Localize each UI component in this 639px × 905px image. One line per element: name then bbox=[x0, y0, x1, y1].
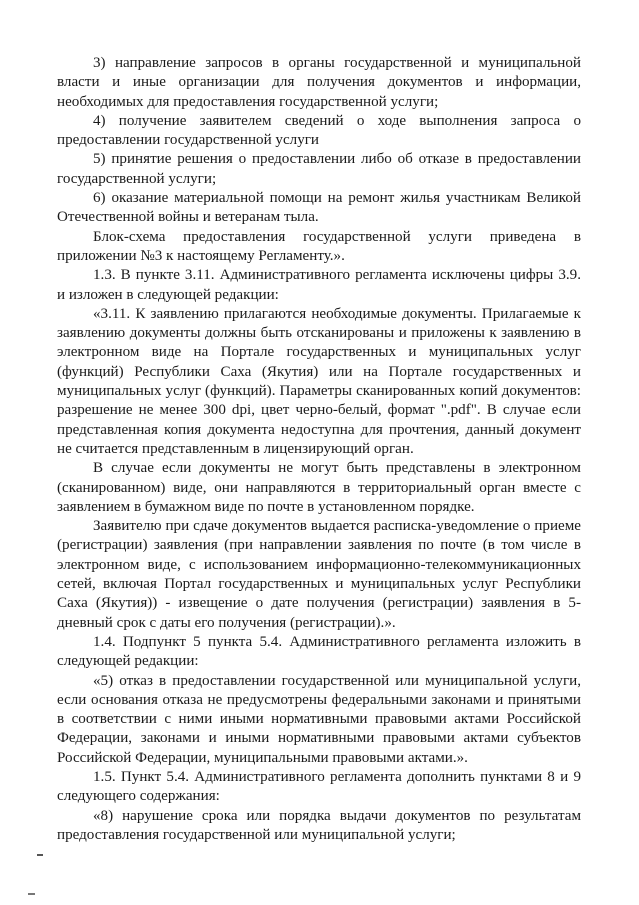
scan-artifact bbox=[37, 854, 43, 856]
paragraph: 1.5. Пункт 5.4. Административного регламента дополнить пунктами 8 и 9 следующего содержания: bbox=[57, 768, 581, 805]
paragraph: «5) отказ в предоставлении государственной или муниципальной услуги, если основания отказа не предусмотрены федеральными законами и принятыми в соответствии с ними иными нормативными правовыми актами Российской Федерации, законами и иными нормативными правовыми актами субъектов Российской Федерации, муниципальными правовыми актами.». bbox=[57, 672, 581, 766]
paragraph: Заявителю при сдаче документов выдается расписка-уведомление о приеме (регистрации) заявления (при направлении заявления по почте (в том числе в электронном виде, с использованием информационно-телекоммуникационных сетей, включая Портал государственных и муниципальных услуг Республики Саха (Якутия)) - извещение о дате получения (регистрации) заявления в 5-дневный срок с даты его получения (регистрации).». bbox=[57, 518, 581, 631]
paragraph: 1.4. Подпункт 5 пункта 5.4. Административного регламента изложить в следующей редакции: bbox=[57, 633, 581, 670]
paragraph: 4) получение заявителем сведений о ходе выполнения запроса о предоставлении государственной услуги bbox=[57, 112, 581, 149]
paragraph: 5) принятие решения о предоставлении либо об отказе в предоставлении государственной услуги; bbox=[57, 151, 581, 187]
paragraph: В случае если документы не могут быть представлены в электронном (сканированном) виде, они направляются в территориальный орган вместе с заявлением в бумажном виде по почте в установленном порядке. bbox=[57, 460, 581, 515]
paragraph: 6) оказание материальной помощи на ремонт жилья участникам Великой Отечественной войны и ветеранам тыла. bbox=[57, 190, 581, 226]
paragraph: 3) направление запросов в органы государственной и муниципальной власти и иные организации для получения документов и информации, необходимых для предоставления государственной услуги; bbox=[57, 55, 581, 110]
paragraph: «3.11. К заявлению прилагаются необходимые документы. Прилагаемые к заявлению документы должны быть отсканированы и приложены к заявлению в электронном виде на Портале государственных и муниципальных услуг (функций) Республики Саха (Якутия) или на Портале государственных и муниципальных услуг (функций). Параметры сканированных копий документов: разрешение не менее 300 dpi, цвет черно-белый, формат ".pdf". В случае если представленная копия документа недоступна для прочтения, данный документ не считается представленным в лицензирующий орган. bbox=[57, 305, 581, 457]
scan-artifact bbox=[28, 893, 35, 895]
paragraph: «8) нарушение срока или порядка выдачи документов по результатам предоставления государственной или муниципальной услуги; bbox=[57, 807, 581, 843]
paragraph: 1.3. В пункте 3.11. Административного регламента исключены цифры 3.9. и изложен в следующей редакции: bbox=[57, 267, 581, 303]
paragraph: Блок-схема предоставления государственной услуги приведена в приложении №3 к настоящему Регламенту.». bbox=[57, 228, 581, 264]
